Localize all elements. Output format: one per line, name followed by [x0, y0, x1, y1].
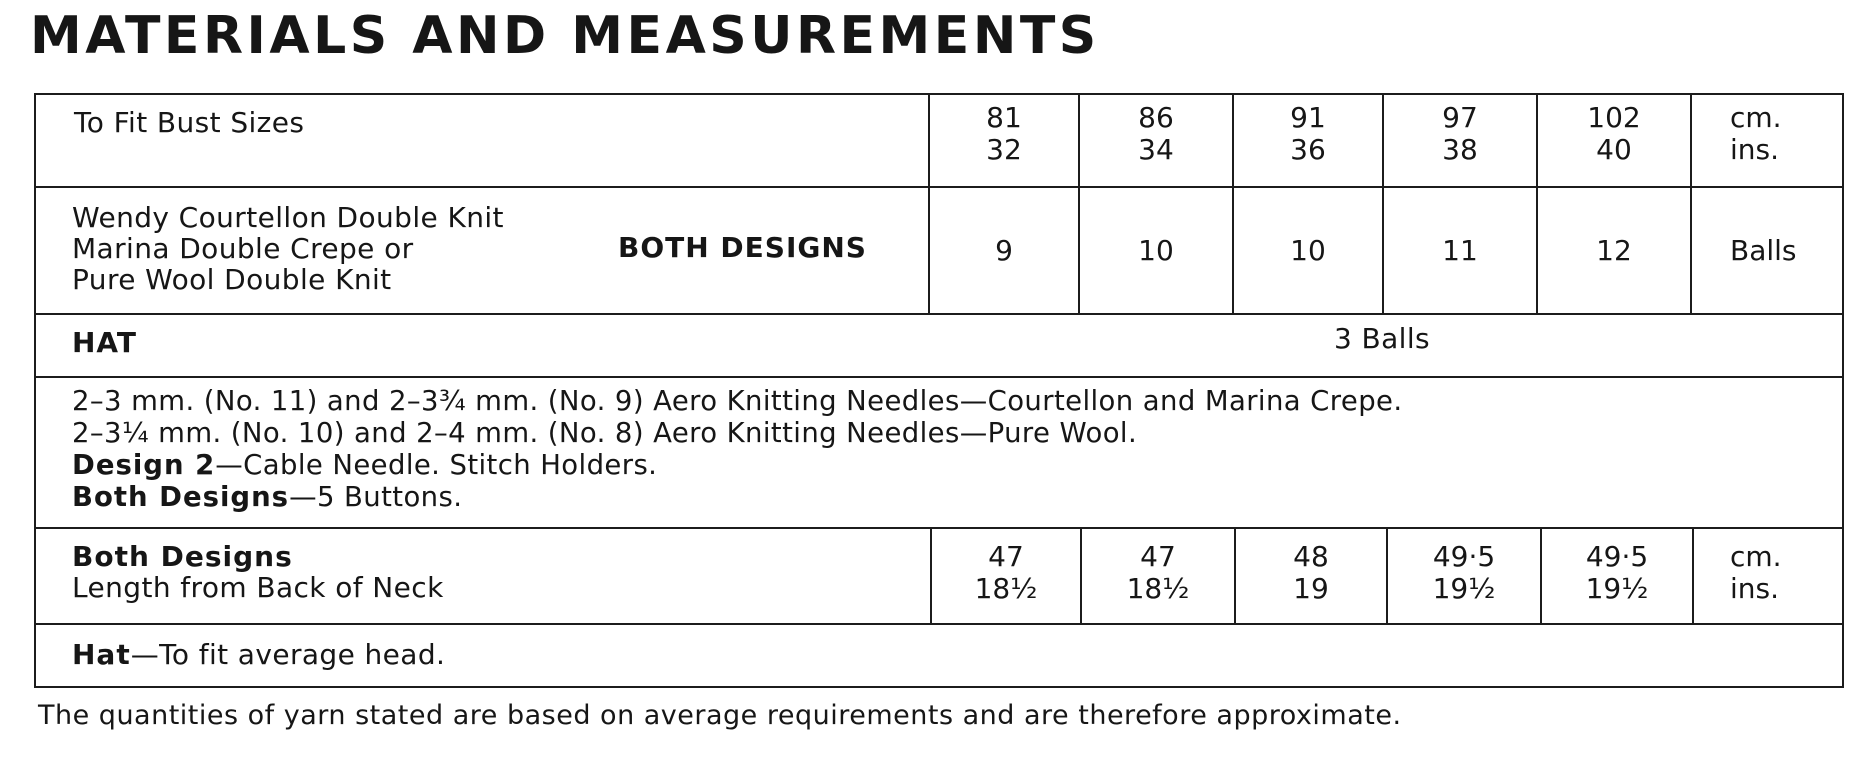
- bust-label: To Fit Bust Sizes: [74, 106, 305, 139]
- bust-ins: 36: [1290, 133, 1326, 166]
- length-unit: [1694, 533, 1844, 613]
- length-cm: 48: [1293, 540, 1329, 573]
- row-divider: [36, 376, 1842, 378]
- unit-cm: cm.: [1730, 101, 1782, 134]
- length-ins: 19½: [1585, 572, 1649, 605]
- needles-line: 2–3 mm. (No. 11) and 2–3¾ mm. (No. 9) Aero Knitting Needles—Courtellon and Marina Crepe.: [72, 385, 1403, 417]
- bust-size: [930, 99, 1078, 169]
- yarn-line: Pure Wool Double Knit: [72, 263, 392, 296]
- length-value: [1082, 533, 1234, 613]
- needles-line: 2–3¼ mm. (No. 10) and 2–4 mm. (No. 8) Aero Knitting Needles—Pure Wool.: [72, 417, 1138, 449]
- hat-label: HAT: [72, 326, 138, 359]
- length-value: [932, 533, 1080, 613]
- row-divider: [36, 623, 1842, 625]
- length-ins: 18½: [1126, 572, 1190, 605]
- length-cm: 47: [988, 540, 1024, 573]
- design-2-items: —Cable Needle. Stitch Holders.: [215, 449, 658, 481]
- needles-list: [72, 385, 1403, 513]
- needles-line: [72, 449, 1403, 481]
- bust-size: [1384, 99, 1536, 169]
- length-value: [1236, 533, 1386, 613]
- row-divider: [36, 313, 1842, 315]
- length-cm: 49·5: [1585, 540, 1649, 573]
- hat-fit-text: —To fit average head.: [130, 638, 446, 671]
- yarn-description: [72, 202, 504, 295]
- length-ins: 18½: [974, 572, 1038, 605]
- bust-cm: 102: [1587, 101, 1641, 134]
- yarn-line: Wendy Courtellon Double Knit: [72, 201, 504, 234]
- length-cm: 47: [1140, 540, 1176, 573]
- bust-size: [1538, 99, 1690, 169]
- length-label: [72, 541, 444, 603]
- yarn-balls: 10: [1290, 233, 1326, 267]
- design-2-label: Design 2: [72, 449, 216, 481]
- hat-fit-label: Hat: [72, 638, 131, 671]
- length-ins: 19½: [1432, 572, 1496, 605]
- length-description: Length from Back of Neck: [72, 571, 444, 604]
- bust-cm: 97: [1442, 101, 1478, 134]
- yarn-unit: Balls: [1730, 233, 1797, 267]
- bust-cm: 86: [1138, 101, 1174, 134]
- needles-line: [72, 481, 1403, 513]
- bust-ins: 32: [986, 133, 1022, 166]
- unit-ins: ins.: [1730, 572, 1780, 605]
- unit-cm: cm.: [1730, 540, 1782, 573]
- bust-ins: 34: [1138, 133, 1174, 166]
- bust-cm: 91: [1290, 101, 1326, 134]
- bust-size: [1080, 99, 1232, 169]
- length-value: [1388, 533, 1540, 613]
- length-ins: 19: [1293, 572, 1329, 605]
- hat-amount: 3 Balls: [1334, 322, 1431, 355]
- length-cm: 49·5: [1432, 540, 1496, 573]
- row-divider: [36, 527, 1842, 529]
- materials-table: [34, 93, 1844, 688]
- bust-size: [1234, 99, 1382, 169]
- footnote: The quantities of yarn stated are based on average requirements and are therefore approximate.: [38, 700, 1402, 731]
- bust-ins: 38: [1442, 133, 1478, 166]
- bust-unit: [1692, 99, 1844, 169]
- both-designs-label: BOTH DESIGNS: [618, 231, 867, 264]
- yarn-line: Marina Double Crepe or: [72, 232, 414, 265]
- yarn-balls: 11: [1442, 233, 1478, 267]
- both-designs-label: Both Designs: [72, 481, 290, 513]
- bust-cm: 81: [986, 101, 1022, 134]
- yarn-balls: 10: [1138, 233, 1174, 267]
- page-title: MATERIALS AND MEASUREMENTS: [30, 6, 1100, 66]
- bust-ins: 40: [1596, 133, 1632, 166]
- unit-ins: ins.: [1730, 133, 1780, 166]
- both-designs-label: Both Designs: [72, 540, 293, 573]
- buttons-note: —5 Buttons.: [289, 481, 463, 513]
- length-value: [1542, 533, 1692, 613]
- yarn-balls: 12: [1596, 233, 1632, 267]
- hat-fit-note: [72, 639, 445, 671]
- yarn-balls: 9: [995, 233, 1013, 267]
